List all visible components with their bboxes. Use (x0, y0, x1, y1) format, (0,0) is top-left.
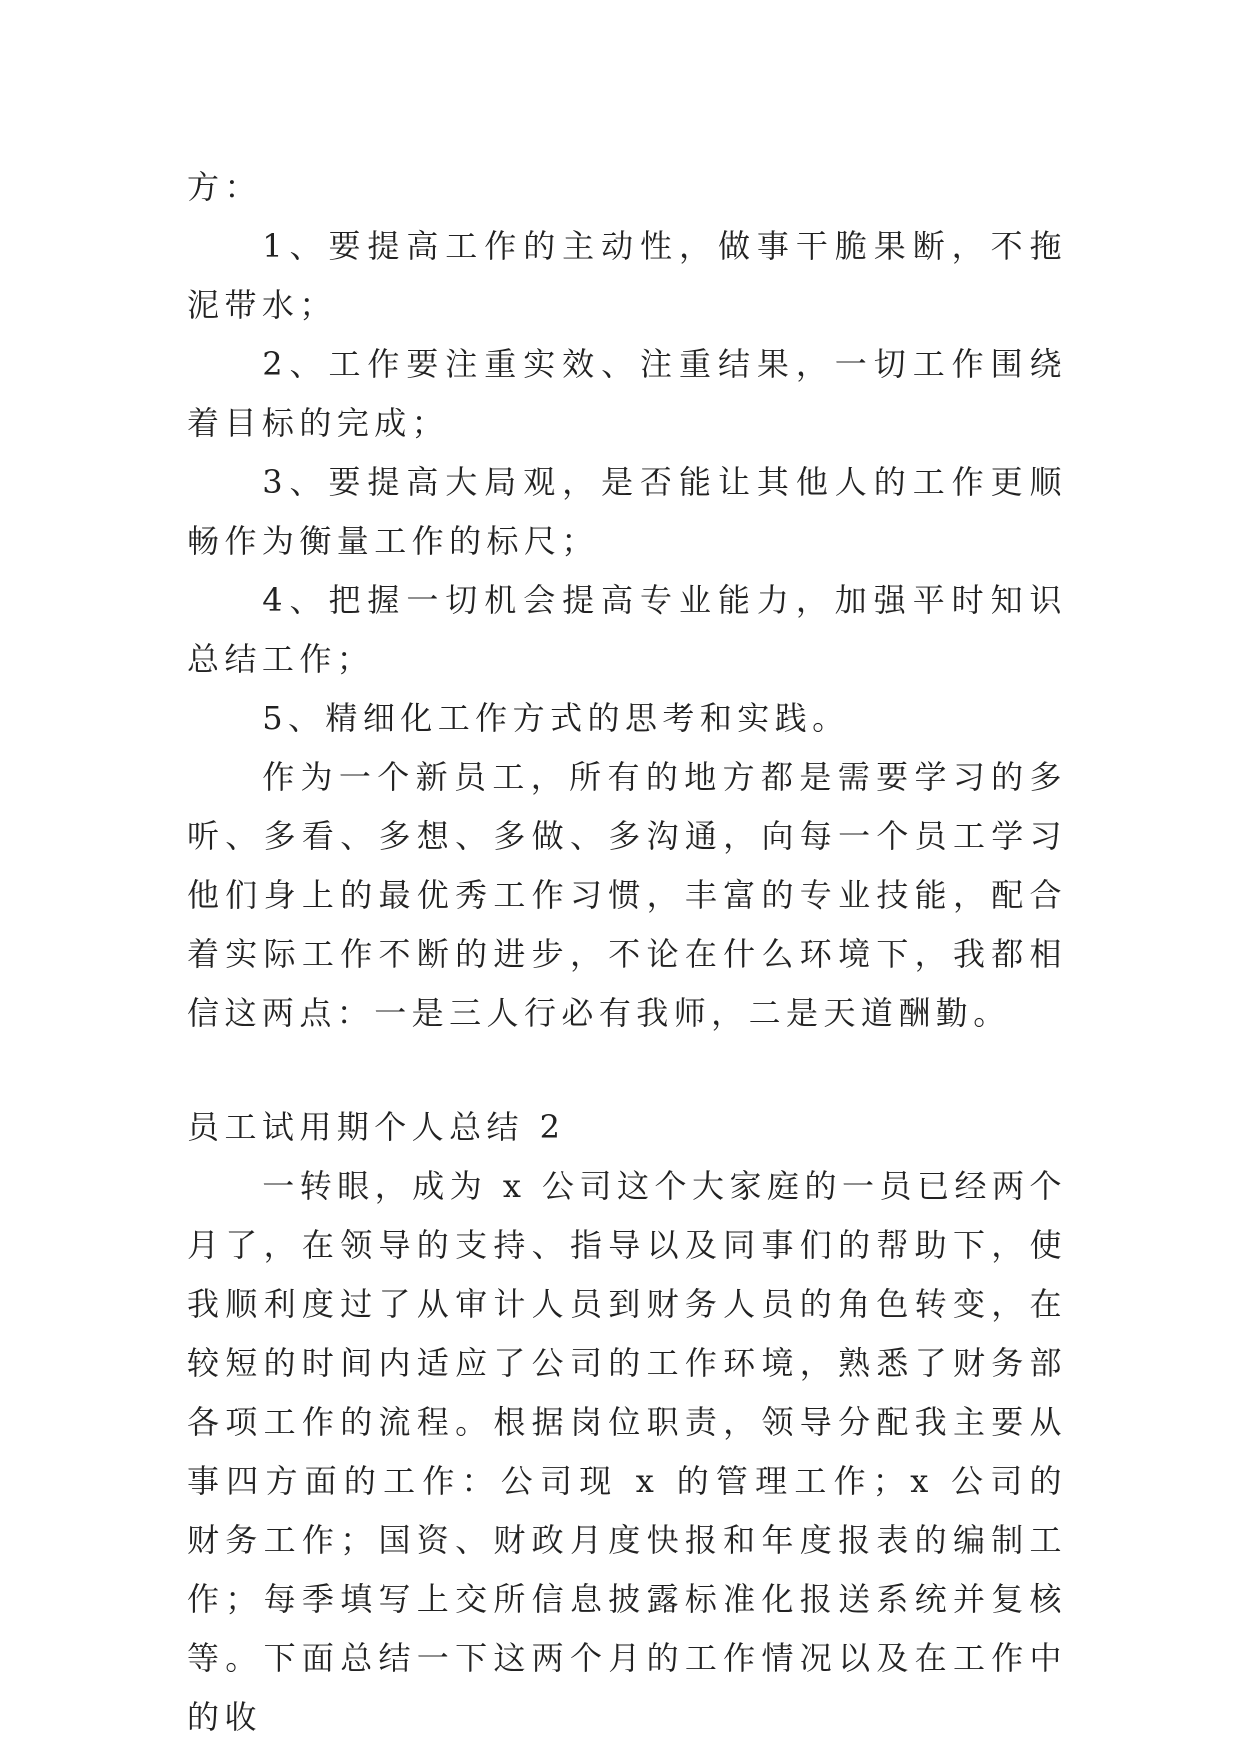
list-item-5: 5、精细化工作方式的思考和实践。 (262, 699, 850, 737)
list-item-2: 2、工作要注重实效、注重结果，一切工作围绕着目标的完成； (187, 345, 1067, 442)
list-item-1: 1、要提高工作的主动性，做事干脆果断，不拖泥带水； (187, 227, 1067, 324)
document-body (187, 158, 1067, 1747)
section-heading: 员工试用期个人总结 2 (187, 1108, 566, 1146)
list-item-4: 4、把握一切机会提高专业能力，加强平时知识总结工作； (187, 581, 1067, 678)
paragraph-continuation: 方： (187, 168, 262, 206)
paragraph-summary-intro: 一转眼，成为 x 公司这个大家庭的一员已经两个月了，在领导的支持、指导以及同事们的帮助下，使我顺利度过了从审计人员到财务人员的角色转变，在较短的时间内适应了公司的工作环境，熟悉了财务部各项工作的流程。根据岗位职责，领导分配我主要从事四方面的工作：公司现 x 的管理工作；x 公司的财务工作；国资、财政月度快报和年度报表的编制工作；每季填写上交所信息披露标准化报送系统并复核等。下面总结一下这两个月的工作情况以及在工作中的收 (187, 1167, 1067, 1736)
list-item-3: 3、要提高大局观，是否能让其他人的工作更顺畅作为衡量工作的标尺； (187, 463, 1067, 560)
paragraph-new-employee: 作为一个新员工，所有的地方都是需要学习的多听、多看、多想、多做、多沟通，向每一个员工学习他们身上的最优秀工作习惯，丰富的专业技能，配合着实际工作不断的进步，不论在什么环境下，我都相信这两点：一是三人行必有我师，二是天道酬勤。 (187, 758, 1067, 1032)
